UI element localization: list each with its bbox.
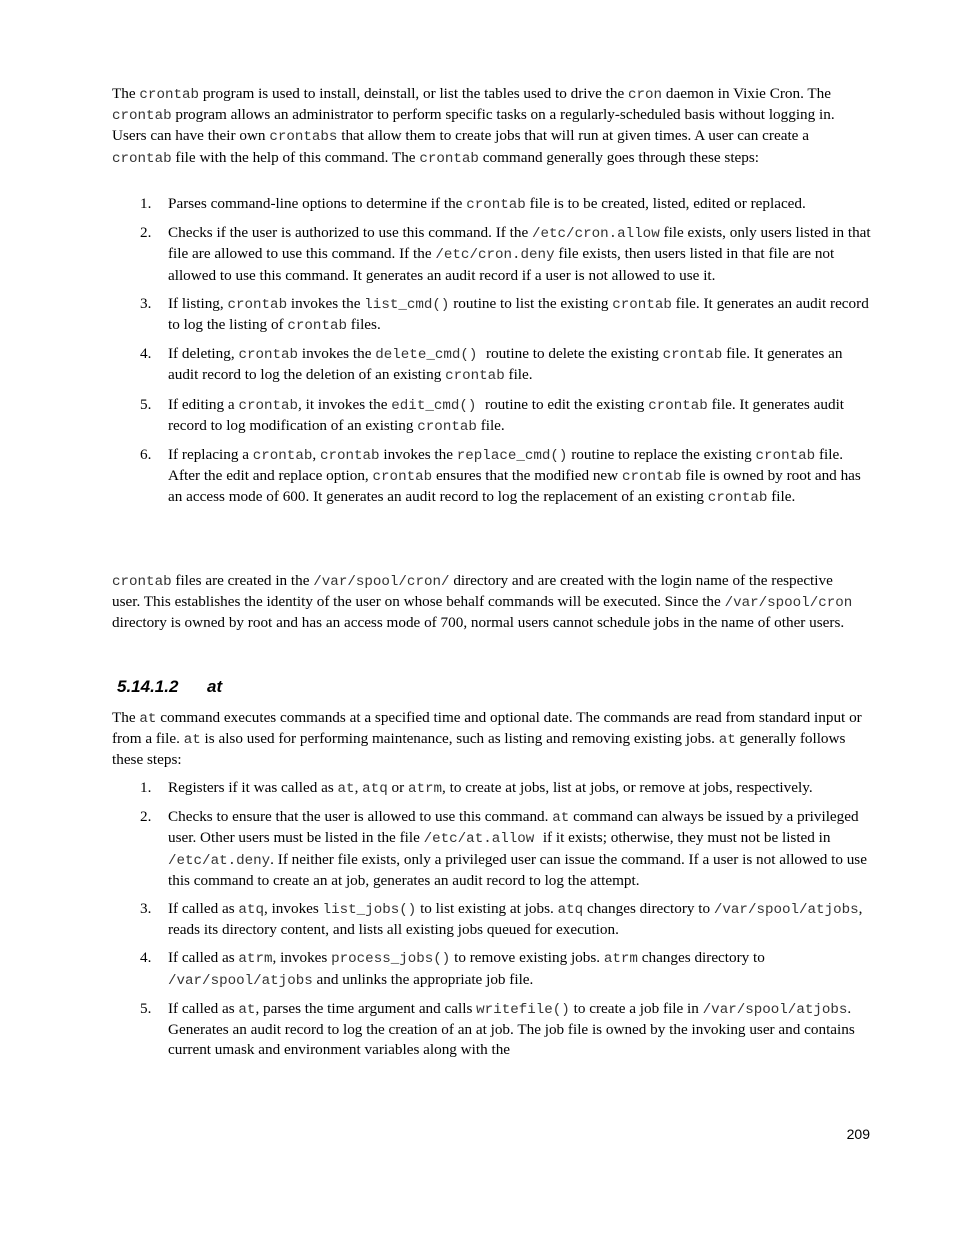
code-term: at xyxy=(337,781,355,797)
list-item xyxy=(112,344,872,386)
at-steps-list xyxy=(112,778,872,1068)
page-number: 209 xyxy=(846,1126,870,1142)
list-item xyxy=(112,778,872,799)
code-term: atq xyxy=(362,781,388,797)
code-term: crontab xyxy=(707,490,768,507)
list-item-text: Checks to ensure that the user is allowed to use this command. at command can always be issued by a privileged user. Other users must be listed in the file /etc/at.allow if it exists; otherwise, they must not be listed in /etc/at.deny. If neither file exists, only a privileged user can issue the command. If a user is not allowed to use this command to create an at job, generates an audit record to log the attempt. xyxy=(168,808,867,889)
code-term: delete_cmd() xyxy=(375,347,486,364)
code-term: at xyxy=(552,810,570,827)
list-item-text: If called as at, parses the time argument and calls writefile() to create a job file in /var/spool/atjobs. Generates an audit record to log the creation of an at job. The job file is owned by the invoking user and contains current umask and environment variables along with the xyxy=(168,999,855,1059)
code-term: atrm xyxy=(238,951,273,968)
code-term: /var/spool/cron xyxy=(724,595,853,612)
code-term: crontab xyxy=(112,108,172,125)
list-item-text: If called as atrm, invokes process_jobs() to remove existing jobs. atrm changes directory to /var/spool/atjobs and unlinks the appropriate job file. xyxy=(168,949,765,989)
code-term: crontab xyxy=(112,150,172,167)
list-item-number: 3. xyxy=(140,900,152,918)
list-item-number: 5. xyxy=(140,999,152,1017)
code-term: at xyxy=(183,732,201,749)
code-term: writefile() xyxy=(476,1001,570,1018)
list-item xyxy=(112,948,872,990)
code-term: crontab xyxy=(466,197,526,213)
crontab-closing-paragraph: crontab files are created in the /var/spool/cron/ directory and are created with the login name of the respective user. This establishes the identity of the user on whose behalf commands will be executed. Since the /var/spool/cron directory is owned by root and has an access mode of 700, normal users cannot schedule jobs in the name of other users. xyxy=(112,572,853,632)
list-item-text: If editing a crontab, it invokes the edit_cmd() routine to edit the existing crontab file. It generates audit record to log modification of an existing crontab file. xyxy=(168,395,845,435)
code-term: edit_cmd() xyxy=(391,397,485,414)
code-term: list_jobs() xyxy=(322,902,417,919)
list-item-number: 4. xyxy=(140,949,152,967)
code-term: /etc/at.allow xyxy=(423,831,543,848)
list-item-text: If replacing a crontab, crontab invokes the replace_cmd() routine to replace the existing crontab file. After the edit and replace option, crontab ensures that the modified new crontab file is owned by root and has an access mode of 600. It generates an audit record to log the replacement of an existing crontab file. xyxy=(168,446,861,507)
section-heading-title: at xyxy=(207,677,223,696)
code-term: crontab xyxy=(419,150,479,167)
code-term: atrm xyxy=(407,781,443,797)
code-term: /var/spool/atjobs xyxy=(702,1001,848,1018)
list-item-number: 1. xyxy=(140,195,152,212)
code-term: replace_cmd() xyxy=(456,448,568,465)
code-term: crontab xyxy=(612,296,672,313)
list-item-text: If deleting, crontab invokes the delete_cmd() routine to delete the existing crontab file. It generates an audit record to log the deletion of an existing crontab file. xyxy=(168,345,843,385)
code-term: crontab xyxy=(238,347,299,364)
code-term: /var/spool/atjobs xyxy=(713,902,859,919)
code-term: crontab xyxy=(662,347,723,364)
code-term: atq xyxy=(238,902,264,919)
crontab-steps-list xyxy=(112,194,872,517)
list-item xyxy=(112,899,872,940)
list-item xyxy=(112,395,872,437)
code-term: crontab xyxy=(417,418,477,435)
code-term: list_cmd() xyxy=(364,296,450,313)
section-heading-at xyxy=(117,676,222,698)
code-term: cron xyxy=(628,87,663,103)
code-term: crontab xyxy=(648,397,708,414)
code-term: crontab xyxy=(445,368,505,385)
section-heading-number: 5.14.1.2 xyxy=(117,677,179,696)
code-term: crontab xyxy=(139,87,200,103)
list-item-number: 2. xyxy=(140,224,152,242)
code-term: crontab xyxy=(287,318,347,335)
list-item-number: 2. xyxy=(140,808,152,826)
code-term: crontab xyxy=(252,448,313,465)
code-term: crontab xyxy=(112,574,172,590)
code-term: at xyxy=(139,711,157,727)
code-term: crontab xyxy=(319,448,380,465)
list-item-number: 6. xyxy=(140,446,152,464)
code-term: at xyxy=(238,1001,256,1018)
list-item xyxy=(112,223,872,286)
list-item-text: Checks if the user is authorized to use this command. If the /etc/cron.allow file exists, only users listed in that file are allowed to use this command. If the /etc/cron.deny file exists, then users listed in that file are not allowed to use this command. It generates an audit record if a user is not allowed to use it. xyxy=(168,224,871,284)
list-item xyxy=(112,445,872,509)
list-item-text: Parses command-line options to determine if the crontab file is to be created, listed, edited or replaced. xyxy=(168,195,806,213)
code-term: process_jobs() xyxy=(331,951,451,968)
code-term: /etc/cron.deny xyxy=(435,247,555,264)
code-term: /var/spool/cron/ xyxy=(313,574,450,590)
list-item-text: If called as atq, invokes list_jobs() to list existing at jobs. atq changes directory to /var/spool/atjobs, reads its directory content, and lists all existing jobs queued for execution. xyxy=(168,900,863,939)
list-item xyxy=(112,294,872,336)
list-item-number: 3. xyxy=(140,294,152,312)
code-term: atq xyxy=(557,902,584,919)
crontab-intro-paragraph: The crontab program is used to install, deinstall, or list the tables used to drive the cron daemon in Vixie Cron. The crontab program allows an administrator to perform specific tasks on a regularly-scheduled basis without logging in. Users can have their own crontabs that allow them to create jobs that will run at given times. A user can create a crontab file with the help of this command. The crontab command generally goes through these steps: xyxy=(112,85,835,167)
code-term: crontab xyxy=(621,469,682,486)
at-intro-paragraph: The at command executes commands at a specified time and optional date. The commands are read from standard input or from a file. at is also used for performing maintenance, such as listing and removing existing jobs. at generally follows these steps: xyxy=(112,709,862,769)
list-item xyxy=(112,807,872,891)
list-item xyxy=(112,194,872,215)
code-term: /etc/at.deny xyxy=(168,852,271,869)
code-term: crontab xyxy=(755,448,816,465)
code-term: /etc/cron.allow xyxy=(532,226,660,243)
code-term: crontab xyxy=(372,469,433,486)
list-item-number: 4. xyxy=(140,345,152,363)
list-item-text: If listing, crontab invokes the list_cmd() routine to list the existing crontab file. It generates an audit record to log the listing of crontab files. xyxy=(168,294,869,335)
code-term: at xyxy=(718,732,736,749)
code-term: crontab xyxy=(227,296,288,313)
list-item xyxy=(112,999,872,1061)
list-item-number: 5. xyxy=(140,395,152,413)
code-term: /var/spool/atjobs xyxy=(168,972,313,989)
code-term: crontabs xyxy=(269,129,338,146)
code-term: crontab xyxy=(238,397,299,414)
list-item-number: 1. xyxy=(140,779,152,796)
code-term: atrm xyxy=(603,951,638,968)
list-item-text: Registers if it was called as at, atq or atrm, to create at jobs, list at jobs, or remove at jobs, respectively. xyxy=(168,779,813,797)
